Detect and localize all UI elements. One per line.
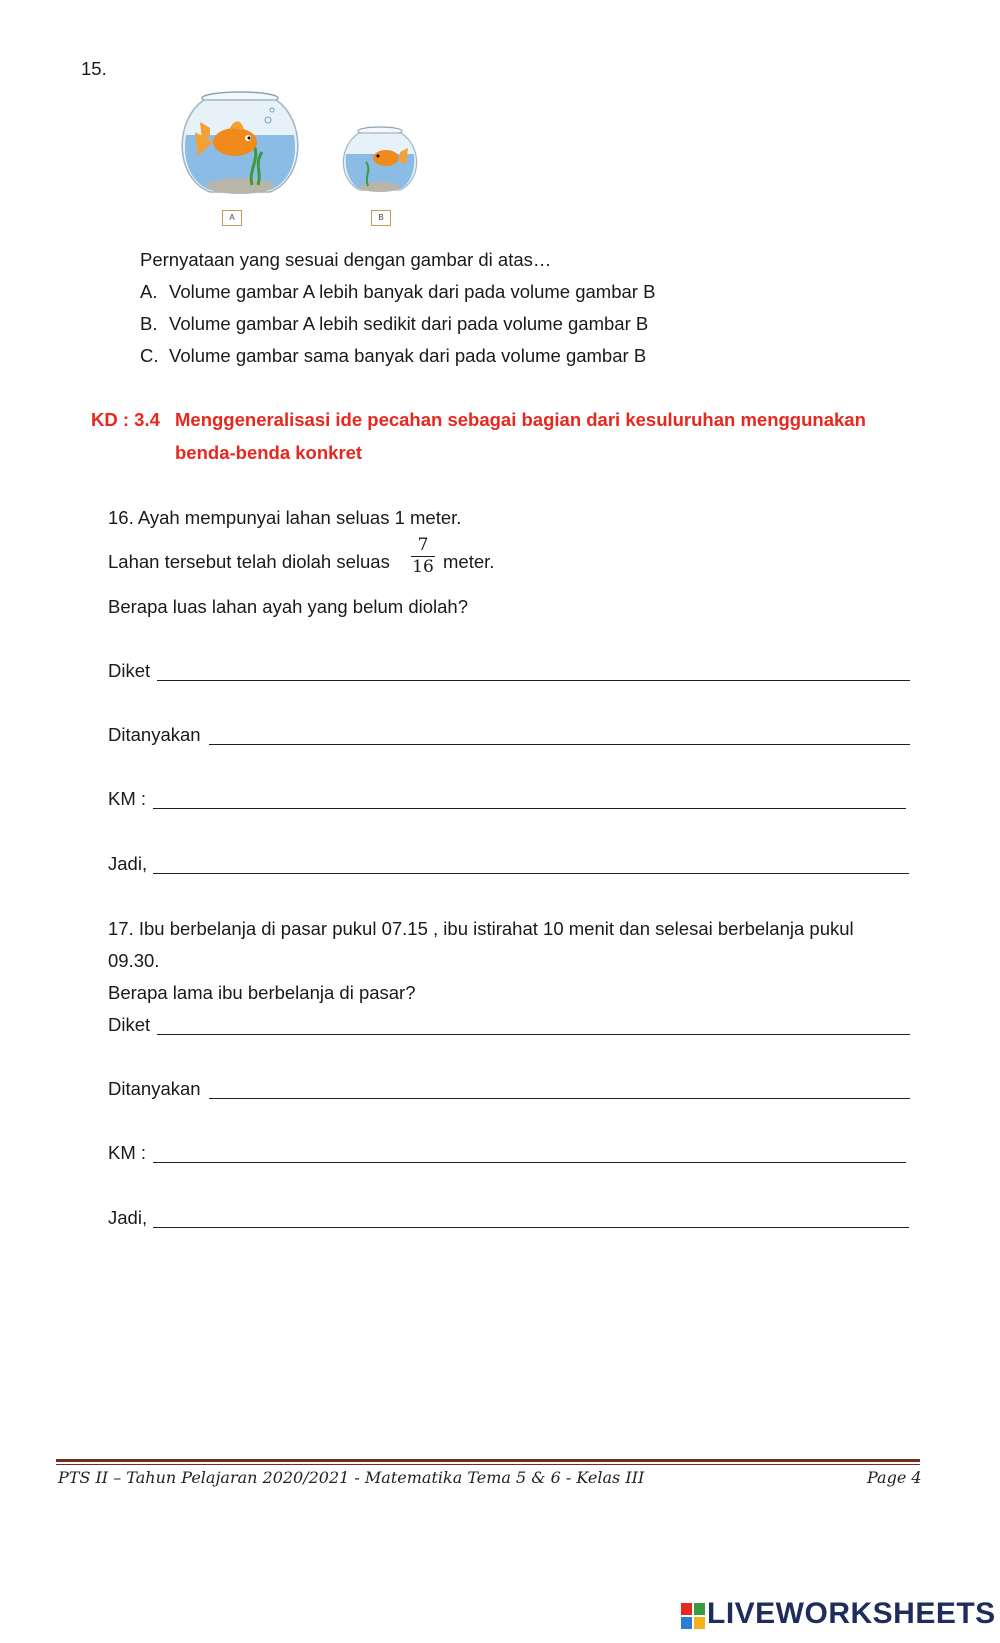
fishbowl-a-image: [180, 90, 310, 205]
q16-line-2-post: meter.: [443, 551, 495, 572]
option-text: Volume gambar sama banyak dari pada volume gambar B: [169, 345, 647, 366]
footer-rule-thick: [56, 1459, 920, 1462]
footer-left-text: PTS II – Tahun Pelajaran 2020/2021 - Matematika Tema 5 & 6 - Kelas III: [58, 1468, 645, 1487]
q17-jadi-answer-line[interactable]: [153, 1227, 909, 1228]
q16-km-label: KM :: [108, 788, 147, 809]
q15-option-a: [140, 281, 656, 303]
liveworksheets-logo-icon: [681, 1603, 705, 1629]
q17-question: Berapa lama ibu berbelanja di pasar?: [108, 982, 416, 1003]
q16-line-1: 16. Ayah mempunyai lahan seluas 1 meter.: [108, 507, 462, 528]
q17-diket-answer-line[interactable]: [157, 1034, 910, 1035]
q16-jadi-label: Jadi,: [108, 853, 148, 874]
q15-option-c: [140, 345, 647, 367]
option-letter: C.: [140, 345, 159, 366]
q15-option-b: [140, 313, 649, 335]
q17-ditanyakan-answer-line[interactable]: [209, 1098, 910, 1099]
q16-ditanyakan-label: Ditanyakan: [108, 724, 201, 745]
q17-line-2: 09.30.: [108, 950, 160, 971]
option-text: Volume gambar A lebih banyak dari pada volume gambar B: [169, 281, 656, 302]
q16-ditanyakan-answer-line[interactable]: [209, 744, 910, 745]
q16-jadi-answer-line[interactable]: [153, 873, 909, 874]
option-letter: B.: [140, 313, 158, 334]
kd-line-1: Menggeneralisasi ide pecahan sebagai bagian dari kesuluruhan menggunakan: [175, 409, 866, 430]
footer-rule-thin: [56, 1464, 920, 1465]
q17-jadi-label: Jadi,: [108, 1207, 148, 1228]
label-a-box: A: [222, 210, 242, 226]
liveworksheets-brand[interactable]: LIVEWORKSHEETS: [707, 1597, 996, 1630]
q16-diket-answer-line[interactable]: [157, 680, 910, 681]
fraction-denominator: 16: [412, 557, 434, 577]
kd-code: KD : 3.4: [91, 409, 160, 430]
q16-question: Berapa luas lahan ayah yang belum diolah?: [108, 596, 468, 617]
q16-diket-label: Diket: [108, 660, 151, 681]
page-number: Page 4: [867, 1468, 922, 1487]
option-letter: A.: [140, 281, 158, 302]
q17-diket-label: Diket: [108, 1014, 151, 1035]
question-number: 15.: [81, 58, 107, 79]
fraction-numerator: 7: [417, 535, 429, 555]
option-text: Volume gambar A lebih sedikit dari pada volume gambar B: [169, 313, 649, 334]
q17-km-answer-line[interactable]: [153, 1162, 906, 1163]
q17-line-1: 17. Ibu berbelanja di pasar pukul 07.15 , ibu istirahat 10 menit dan selesai berbelanja pukul: [108, 918, 854, 939]
label-b-box: B: [371, 210, 391, 226]
kd-line-2: benda-benda konkret: [175, 442, 363, 463]
q17-km-label: KM :: [108, 1142, 147, 1163]
fraction-seven-sixteenths: [411, 536, 435, 576]
fishbowl-b-image: [342, 126, 422, 198]
q16-km-answer-line[interactable]: [153, 808, 906, 809]
q15-prompt: Pernyataan yang sesuai dengan gambar di atas…: [140, 249, 552, 270]
q17-ditanyakan-label: Ditanyakan: [108, 1078, 201, 1099]
q16-line-2-pre: Lahan tersebut telah diolah seluas: [108, 551, 390, 572]
